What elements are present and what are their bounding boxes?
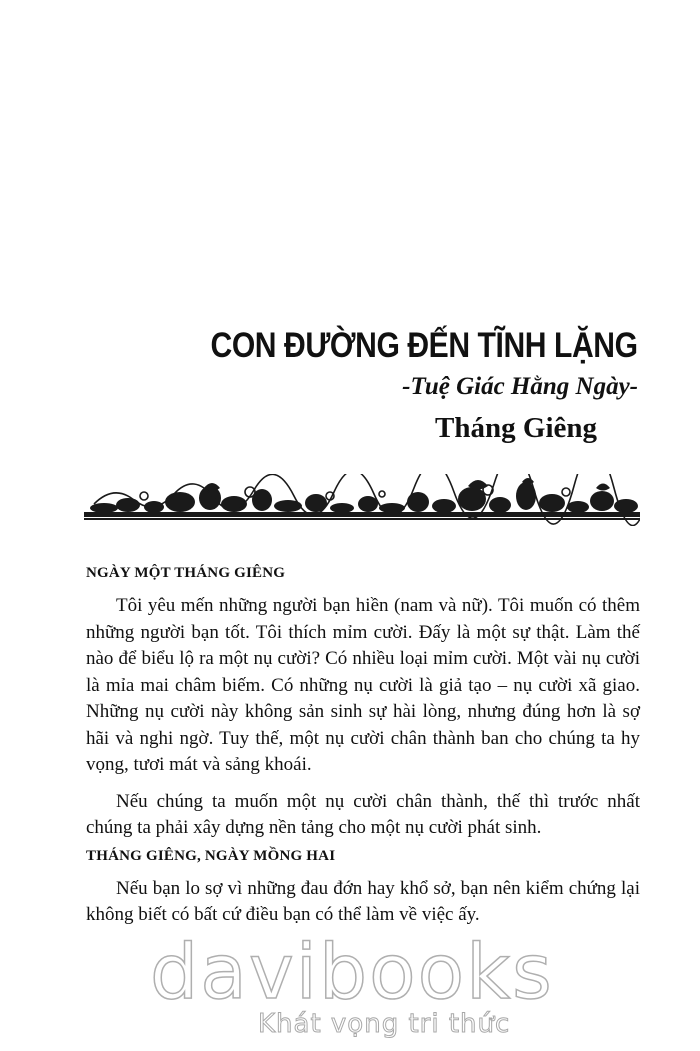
title-block bbox=[141, 322, 638, 402]
entry-paragraph: Nếu bạn lo sợ vì những đau đớn hay khổ sở, bạn nên kiểm chứng lại không biết có bất cứ điều bạn có thể làm về việc ấy. bbox=[86, 877, 640, 925]
entry-heading-day-2: THÁNG GIÊNG, NGÀY MỒNG HAI bbox=[86, 847, 336, 864]
book-subtitle: -Tuệ Giác Hằng Ngày- bbox=[402, 373, 638, 400]
entry-paragraph: Tôi yêu mến những người bạn hiền (nam và nữ). Tôi muốn có thêm những người bạn tốt. Tôi thích mỉm cười. Đấy là một sự thật. Làm thế nào để biểu lộ ra một nụ cười? Có nhiều loại mỉm cười. Một vài nụ cười là mỉa mai châm biếm. Có những nụ cười là giả tạo – nụ cười xã giao. Những nụ cười này không sản sinh sự hài lòng, nhưng đúng hơn là sợ hãi và nghi ngờ. Tuy thế, một nụ cười chân thành ban cho chúng ta hy vọng, tươi mát và sảng khoái. bbox=[86, 595, 640, 775]
book-title: CON ĐƯỜNG ĐẾN TĨNH LẶNG bbox=[210, 326, 638, 365]
floral-vine-divider-icon bbox=[84, 474, 640, 526]
entry-paragraph: Nếu chúng ta muốn một nụ cười chân thành, thế thì trước nhất chúng ta phải xây dựng nền tảng cho một nụ cười phát sinh. bbox=[86, 790, 640, 838]
page-content bbox=[86, 562, 640, 929]
month-heading: Tháng Giêng bbox=[435, 412, 597, 444]
publisher-watermark bbox=[0, 927, 700, 1051]
watermark-tagline: Khát vọng tri thức bbox=[258, 1009, 511, 1039]
entry-heading-day-1: NGÀY MỘT THÁNG GIÊNG bbox=[86, 565, 286, 581]
watermark-brand: davibooks bbox=[150, 927, 554, 1016]
